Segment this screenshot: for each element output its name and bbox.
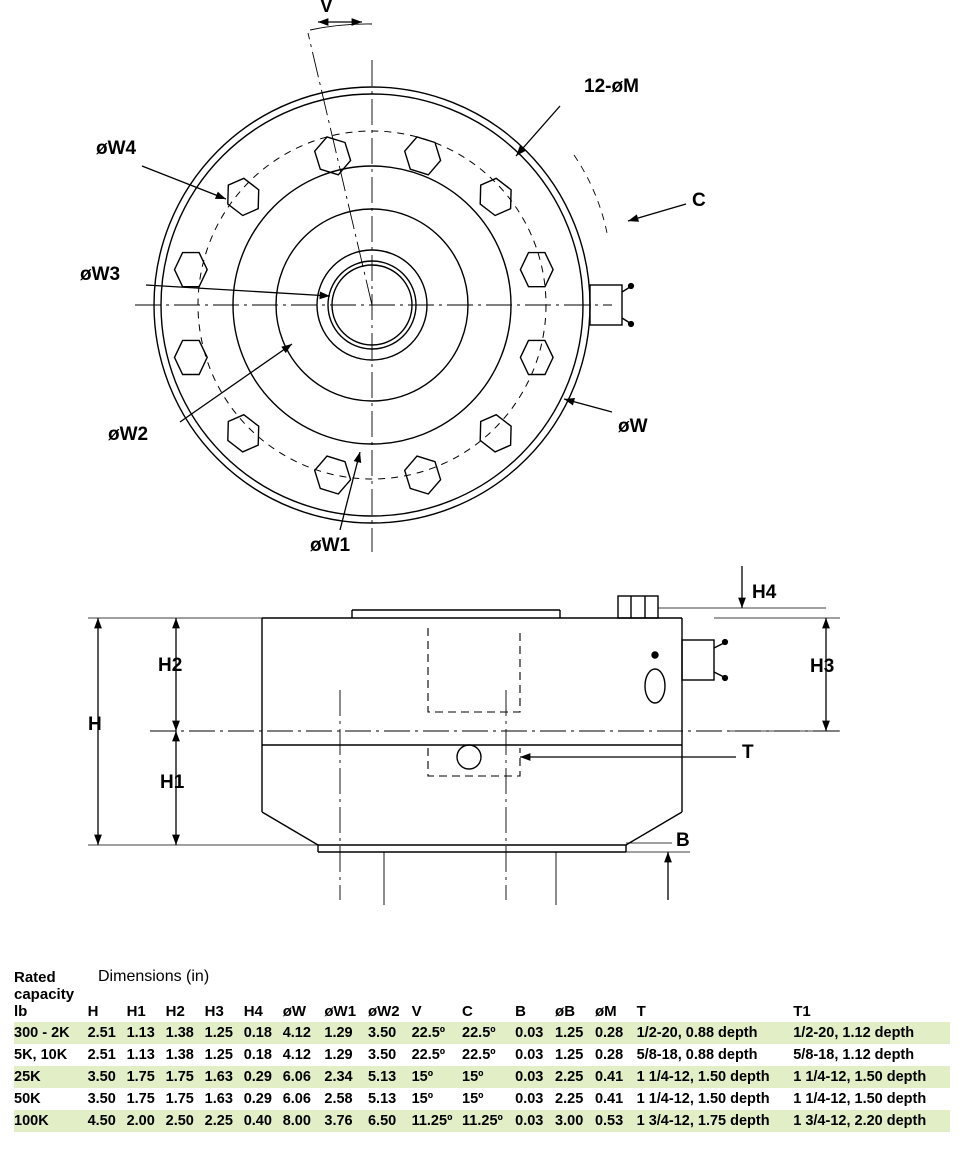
cell-H4: 0.18	[244, 1022, 283, 1044]
cell-rated-capacity: 50K	[14, 1091, 41, 1108]
cell-T1: 1 1/4-12, 1.50 depth	[793, 1066, 950, 1088]
header-col-h: H	[87, 1002, 99, 1020]
cell-øM: 0.28	[594, 1047, 624, 1064]
cell-V: 22.5º	[412, 1022, 462, 1044]
cell-øB: 3.00	[555, 1110, 595, 1132]
cell-øM: 0.53	[595, 1110, 637, 1132]
table-row	[14, 1066, 950, 1088]
header-col-h2: H2	[165, 1002, 185, 1020]
cell-øW: 6.06	[283, 1066, 325, 1088]
header-col-t1: T1	[793, 1002, 811, 1020]
cell-øB: 1.25	[555, 1047, 584, 1064]
label-t: T	[742, 742, 754, 763]
header-col-h4: H4	[243, 1002, 263, 1020]
cell-øB: 2.25	[555, 1066, 595, 1088]
label-ow4: øW4	[96, 138, 137, 159]
cell-øW1: 1.29	[324, 1047, 353, 1064]
label-ow: øW	[618, 416, 648, 437]
cell-B: 0.03	[515, 1066, 555, 1088]
cell-B: 0.03	[515, 1047, 544, 1064]
header-v	[412, 968, 462, 1022]
cell-H2: 2.50	[166, 1110, 205, 1132]
cell-H2: 1.38	[165, 1047, 194, 1064]
cell-T1: 1 1/4-12, 1.50 depth	[793, 1091, 927, 1108]
cell-H3: 1.25	[204, 1047, 233, 1064]
cell-V: 11.25º	[412, 1110, 462, 1132]
cell-T1: 1/2-20, 1.12 depth	[793, 1022, 950, 1044]
cell-øB: 2.25	[555, 1091, 584, 1108]
header-col-c: C	[462, 1002, 473, 1020]
dimensions-table	[14, 968, 950, 1132]
header-ow	[283, 968, 325, 1022]
cell-øW2: 3.50	[367, 1047, 397, 1064]
table-row	[14, 1044, 950, 1066]
cell-rated-capacity: 300 - 2K	[14, 1022, 88, 1044]
cell-H4: 0.29	[244, 1066, 283, 1088]
cell-H3: 1.25	[205, 1022, 244, 1044]
header-col-v: V	[411, 1002, 422, 1020]
cell-øW1: 2.34	[324, 1066, 368, 1088]
cell-H1: 1.13	[127, 1022, 166, 1044]
cell-B: 0.03	[515, 1091, 544, 1108]
header-col-om: øM	[594, 1002, 617, 1020]
label-v: V	[320, 0, 333, 17]
header-ob	[555, 968, 595, 1022]
cell-T1: 1 3/4-12, 2.20 depth	[793, 1110, 950, 1132]
cell-H1: 1.13	[126, 1047, 155, 1064]
header-col-ob: øB	[555, 1002, 576, 1020]
cell-rated-capacity: 5K, 10K	[14, 1047, 68, 1064]
cell-H: 2.51	[88, 1022, 127, 1044]
label-h4: H4	[752, 582, 777, 603]
cell-H: 4.50	[88, 1110, 127, 1132]
cell-T1: 5/8-18, 1.12 depth	[793, 1047, 915, 1064]
cell-H4: 0.18	[243, 1047, 272, 1064]
table-row	[14, 1088, 950, 1110]
header-col-ow: øW	[282, 1002, 307, 1020]
cell-H1: 1.75	[127, 1066, 166, 1088]
header-b	[515, 968, 555, 1022]
header-capacity-line3: lb	[14, 1002, 28, 1020]
cell-øW2: 5.13	[368, 1066, 412, 1088]
header-col-h3: H3	[204, 1002, 224, 1020]
header-rated-capacity	[14, 968, 88, 1022]
cell-øW2: 6.50	[368, 1110, 412, 1132]
header-dimensions-title: Dimensions (in)	[98, 968, 210, 985]
cell-H2: 1.38	[166, 1022, 205, 1044]
label-c: C	[692, 190, 706, 211]
cell-B: 0.03	[515, 1022, 555, 1044]
cell-øM: 0.28	[595, 1022, 637, 1044]
header-h4	[244, 968, 283, 1022]
cell-øW: 6.06	[282, 1091, 311, 1108]
cell-øM: 0.41	[594, 1091, 624, 1108]
header-col-h1: H1	[126, 1002, 146, 1020]
cell-T: 1 1/4-12, 1.50 depth	[636, 1091, 770, 1108]
cell-øB: 1.25	[555, 1022, 595, 1044]
cell-H1: 2.00	[127, 1110, 166, 1132]
cell-C: 15º	[462, 1066, 515, 1088]
label-12-om: 12-øM	[584, 76, 639, 97]
cell-H2: 1.75	[166, 1066, 205, 1088]
cell-T: 1 3/4-12, 1.75 depth	[637, 1110, 794, 1132]
cell-C: 11.25º	[462, 1110, 515, 1132]
header-capacity-line2: capacity	[14, 985, 75, 1003]
header-c	[462, 968, 515, 1022]
cell-H2: 1.75	[165, 1091, 194, 1108]
header-col-ow1: øW1	[324, 1002, 357, 1020]
cell-V: 22.5º	[411, 1047, 446, 1064]
cell-V: 15º	[412, 1066, 462, 1088]
header-t	[637, 968, 794, 1022]
header-col-t: T	[636, 1002, 646, 1020]
cell-øW1: 3.76	[324, 1110, 368, 1132]
cell-øW: 4.12	[283, 1022, 325, 1044]
header-h3	[205, 968, 244, 1022]
cell-rated-capacity: 100K	[14, 1110, 88, 1132]
cell-øW: 8.00	[283, 1110, 325, 1132]
cell-øW: 4.12	[282, 1047, 311, 1064]
label-h3: H3	[810, 656, 835, 677]
cell-T: 1/2-20, 0.88 depth	[637, 1022, 794, 1044]
cell-øW1: 2.58	[324, 1091, 353, 1108]
cell-H1: 1.75	[126, 1091, 155, 1108]
label-h: H	[88, 714, 102, 735]
cell-T: 5/8-18, 0.88 depth	[636, 1047, 758, 1064]
cell-rated-capacity: 25K	[14, 1066, 88, 1088]
cell-H: 2.51	[87, 1047, 116, 1064]
table-row	[14, 1110, 950, 1132]
table-body	[14, 1022, 950, 1132]
header-capacity-line1: Rated	[14, 969, 56, 986]
cell-H4: 0.40	[244, 1110, 283, 1132]
cell-C: 22.5º	[462, 1047, 496, 1064]
table-row	[14, 1022, 950, 1044]
label-ow2: øW2	[108, 424, 149, 445]
header-ow1	[324, 968, 368, 1022]
cell-V: 15º	[411, 1091, 434, 1108]
header-col-ow2: øW2	[367, 1002, 400, 1020]
cell-H3: 1.63	[205, 1066, 244, 1088]
label-ow3: øW3	[80, 264, 121, 285]
cell-H: 3.50	[87, 1091, 116, 1108]
cell-H3: 1.63	[204, 1091, 233, 1108]
header-t1	[793, 968, 950, 1022]
cell-øW2: 5.13	[367, 1091, 397, 1108]
cell-C: 15º	[462, 1091, 484, 1108]
cell-H4: 0.29	[243, 1091, 272, 1108]
cell-øM: 0.41	[595, 1066, 637, 1088]
label-h1: H1	[160, 772, 185, 793]
cell-øW1: 1.29	[324, 1022, 368, 1044]
cell-B: 0.03	[515, 1110, 555, 1132]
header-col-b: B	[515, 1002, 526, 1020]
cell-T: 1 1/4-12, 1.50 depth	[637, 1066, 794, 1088]
header-ow2	[368, 968, 412, 1022]
cell-H3: 2.25	[205, 1110, 244, 1132]
header-om	[595, 968, 637, 1022]
cell-H: 3.50	[88, 1066, 127, 1088]
cell-øW2: 3.50	[368, 1022, 412, 1044]
label-b: B	[676, 830, 690, 851]
label-ow1: øW1	[310, 535, 351, 556]
cell-C: 22.5º	[462, 1022, 515, 1044]
label-h2: H2	[158, 655, 183, 676]
